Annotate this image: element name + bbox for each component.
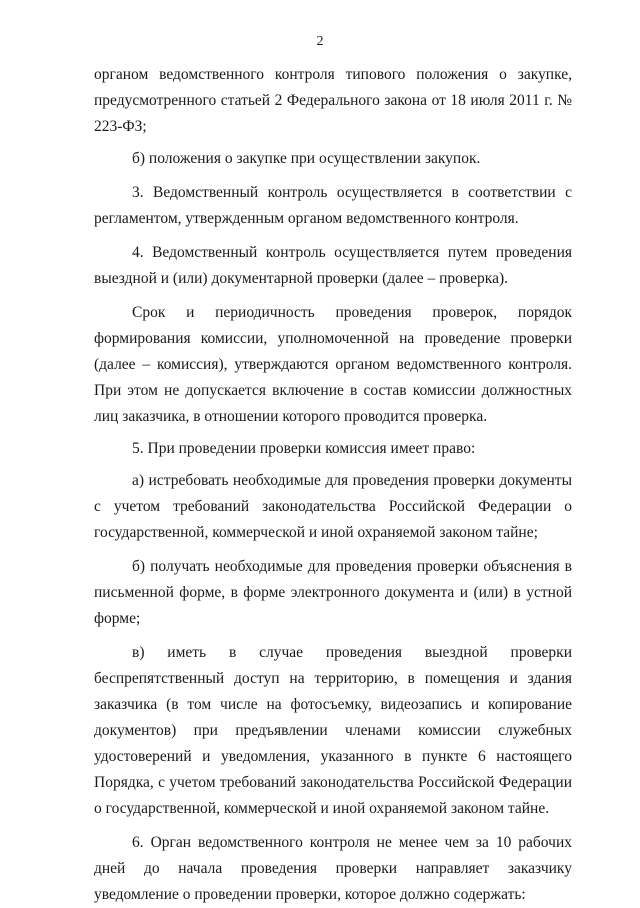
paragraph-clause-4: 4. Ведомственный контроль осуществляется путем проведения выездной и (или) документарной проверки (далее – проверка). [94, 244, 572, 287]
paragraph-term-and-commission: Срок и периодичность проведения проверок, порядок формирования комиссии, уполномоченной на проведение проверки (далее – комиссия), утверждаются органом ведомственного контроля. При этом не допускается включение в состав комиссии должностных лиц заказчика, в отношении которого проводится проверка. [94, 304, 572, 425]
paragraph-clause-3: 3. Ведомственный контроль осуществляется в соответствии с регламентом, утвержденным органом ведомственного контроля. [94, 184, 572, 227]
paragraph-continuation: органом ведомственного контроля типового положения о закупке, предусмотренного статьей 2 Федерального закона от 18 июля 2011 г. № 223-ФЗ; [94, 66, 572, 135]
paragraph-item-b-explanations: б) получать необходимые для проведения проверки объяснения в письменной форме, в форме электронного документа и (или) в устной форме; [94, 558, 572, 627]
paragraph-item-v-access: в) иметь в случае проведения выездной проверки беспрепятственный доступ на территорию, в помещения и здания заказчика (в том числе на фотосъемку, видеозапись и копирование документов) при предъявлении членами комиссии служебных удостоверений и уведомления, указанного в пункте 6 настоящего Порядка, с учетом требований законодательства Российской Федерации о государственной, коммерческой и иной охраняемой законом тайне. [94, 644, 572, 817]
paragraph-item-b-procurement: б) положения о закупке при осуществлении закупок. [132, 150, 481, 167]
paragraph-item-a-documents: а) истребовать необходимые для проведения проверки документы с учетом требований законодательства Российской Федерации о государственной, коммерческой и иной охраняемой законом тайне; [94, 472, 572, 541]
document-body [94, 62, 572, 908]
paragraph-clause-6: 6. Орган ведомственного контроля не менее чем за 10 рабочих дней до начала проведения проверки направляет заказчику уведомление о проведении проверки, которое должно содержать: [94, 834, 572, 903]
page-number: 2 [316, 34, 324, 49]
paragraph-clause-5: 5. При проведении проверки комиссия имеет право: [132, 440, 476, 457]
